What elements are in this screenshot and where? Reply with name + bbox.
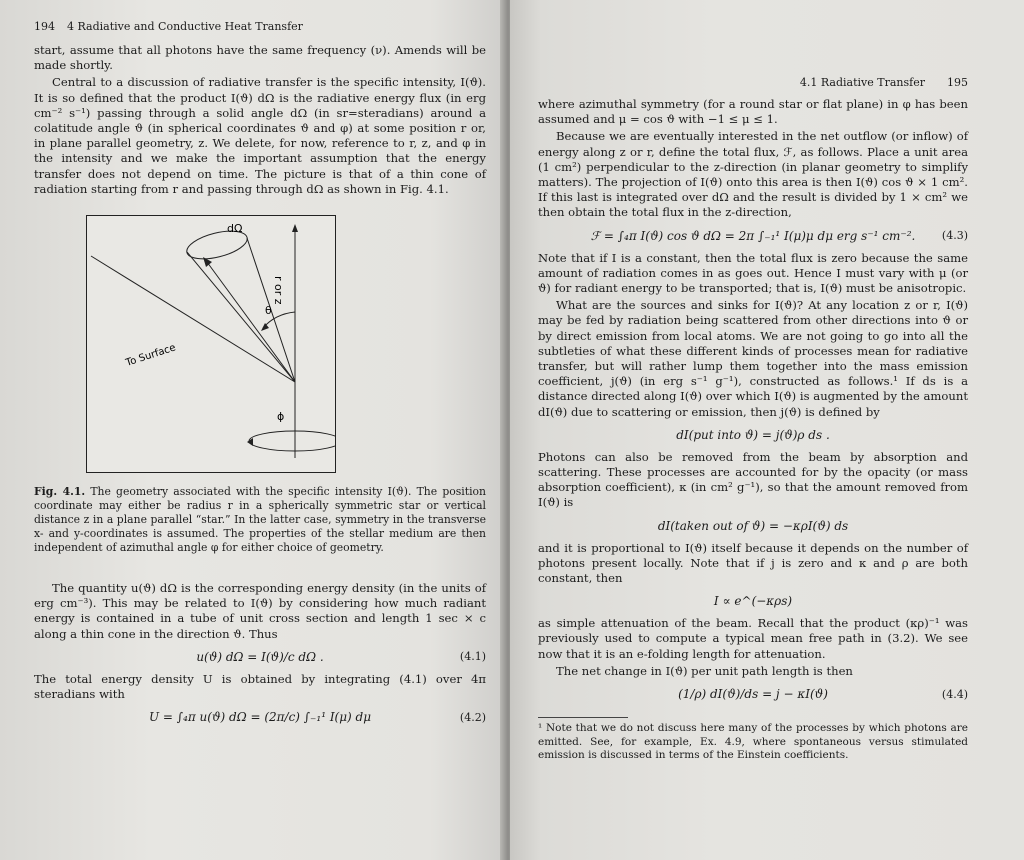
- equation-4-3: [538, 229, 968, 243]
- cone-left-edge: [187, 252, 295, 382]
- left-paragraph-3: The quantity u(ϑ) dΩ is the corresponding energy density (in the units of erg cm⁻³). This may be related to I(ϑ) by considering how much radiant energy is contained in a tube of unit cross section and length 1 sec × c along a thin cone in the direction ϑ. Thus: [34, 581, 486, 641]
- right-paragraph-1: where azimuthal symmetry (for a round star or flat plane) in φ has been assumed and μ = cos ϑ with −1 ≤ μ ≤ 1.: [538, 97, 968, 127]
- right-page: [510, 0, 1024, 860]
- equation-4-4-body: (1/ρ) dI(ϑ)/ds = j − κI(ϑ): [678, 687, 828, 702]
- equation-4-3-body: ℱ = ∫₄π I(ϑ) cos ϑ dΩ = 2π ∫₋₁¹ I(μ)μ dμ erg s⁻¹ cm⁻².: [590, 228, 916, 243]
- caption-text: The geometry associated with the specific intensity I(ϑ). The position coordinate may either be radius r in a spherically symmetric star or vertical distance z in a plane parallel “star.” In the latter case, symmetry in the transverse x- and y-coordinates is assumed. The properties of the stellar medium are then independent of azimuthal angle φ for either choice of geometry.: [34, 485, 486, 555]
- footnote: ¹ Note that we do not discuss here many of the processes by which photons are emitted. See, for example, Ex. 4.9, where spontaneous versus stimulated emission is discussed in terms of the Einstein coefficients.: [538, 722, 968, 762]
- label-to-surface: To Surface: [124, 342, 178, 369]
- right-page-number: 195: [947, 76, 968, 89]
- left-paragraph-2: Central to a discussion of radiative transfer is the specific intensity, I(ϑ). It is so defined that the product I(ϑ) dΩ is the radiative energy flux (in erg cm⁻² s⁻¹) passing through a solid angle dΩ (in sr=steradians) around a colatitude angle ϑ (in spherical coordinates ϑ and φ) at some position r or, in plane parallel geometry, z. We delete, for now, reference to r, z, and φ in the intensity and we make the important assumption that the energy transfer does not depend on time. The picture is that of a thin cone of radiation starting from r and passing through dΩ as shown in Fig. 4.1.: [34, 75, 486, 196]
- equation-put-into-body: dI(put into ϑ) = j(ϑ)ρ ds .: [676, 427, 830, 442]
- footnote-rule: [538, 717, 628, 718]
- axis-arrowhead: [292, 224, 298, 232]
- label-r-or-z: r or z: [272, 276, 285, 305]
- right-paragraph-3: Note that if I is a constant, then the total flux is zero because the same amount of radiation comes in as goes out. Hence I must vary with μ (or ϑ) for radiant energy to be transported; that is, I(ϑ) must be anisotropic.: [538, 250, 968, 296]
- right-running-title: 4.1 Radiative Transfer: [799, 76, 925, 89]
- left-running-title: 4 Radiative and Conductive Heat Transfer: [67, 20, 303, 33]
- right-running-head: [538, 76, 968, 89]
- right-paragraph-6: and it is proportional to I(ϑ) itself because it depends on the number of photons present locally. Note that if j is zero and κ and ρ are both constant, then: [538, 540, 968, 586]
- left-page: [0, 0, 506, 860]
- to-surface-line: [91, 256, 295, 382]
- caption-label: Fig. 4.1.: [34, 485, 86, 499]
- equation-4-4: [538, 687, 968, 701]
- equation-4-1: [34, 650, 486, 664]
- left-paragraph-4: The total energy density U is obtained by integrating (4.1) over 4π steradians with: [34, 671, 486, 702]
- figure-caption: [34, 485, 486, 555]
- equation-proportional-body: I ∝ e^(−κρs): [713, 594, 793, 609]
- right-paragraph-8: The net change in I(ϑ) per unit path length is then: [556, 663, 853, 678]
- label-phi: ϕ: [277, 410, 285, 424]
- label-theta: θ: [265, 304, 272, 318]
- theta-arrowhead: [261, 323, 269, 331]
- equation-4-2-number: (4.2): [459, 710, 486, 724]
- equation-4-1-body: u(ϑ) dΩ = I(ϑ)/c dΩ .: [196, 649, 324, 664]
- equation-4-4-number: (4.4): [941, 687, 968, 701]
- phi-ellipse: [249, 431, 335, 451]
- figure-4-1: [86, 215, 336, 473]
- equation-4-2-body: U = ∫₄π u(ϑ) dΩ = (2π/c) ∫₋₁¹ I(μ) dμ: [148, 710, 372, 725]
- equation-taken-out: [538, 519, 968, 533]
- equation-proportional: [538, 594, 968, 608]
- left-page-number: 194: [34, 20, 55, 33]
- label-domega: dΩ: [227, 222, 243, 236]
- figure-diagram: [87, 216, 335, 472]
- right-paragraph-7: as simple attenuation of the beam. Recall that the product (κρ)⁻¹ was previously used to compute a typical mean free path in (3.2). We see now that it is an e-folding length for attenuation.: [538, 616, 968, 661]
- right-paragraph-5: Photons can also be removed from the beam by absorption and scattering. These processes are accounted for by the opacity (or mass absorption coefficient), κ (in cm² g⁻¹), so that the amount removed from I(ϑ) is: [538, 449, 968, 510]
- equation-4-1-number: (4.1): [459, 650, 486, 664]
- right-paragraph-4: What are the sources and sinks for I(ϑ)? At any location z or r, I(ϑ) may be fed by radiation being scattered from other directions into ϑ or by direct emission from local atoms. We are not going to go into all the subtleties of what these different kinds of processes mean for radiative transfer, but will rather lump them together into the mass emission coefficient, j(ϑ) (in erg s⁻¹ g⁻¹), constructed as follows.¹ If ds is a distance directed along I(ϑ) over which I(ϑ) is augmented by the amount dI(ϑ) due to scattering or emission, then j(ϑ) is defined by: [538, 298, 968, 419]
- equation-4-3-number: (4.3): [941, 229, 968, 243]
- equation-taken-out-body: dI(taken out of ϑ) = −κρI(ϑ) ds: [657, 518, 849, 533]
- left-paragraph-1: start, assume that all photons have the same frequency (ν). Amends will be made shortly.: [34, 43, 486, 73]
- equation-put-into: [538, 428, 968, 442]
- left-running-head: [34, 20, 486, 33]
- equation-4-2: [34, 710, 486, 724]
- right-paragraph-2: Because we are eventually interested in the net outflow (or inflow) of energy along z or r, define the total flux, ℱ, as follows. Place a unit area (1 cm²) perpendicular to the z-direction (in planar geometry to simplify matters). The projection of I(ϑ) onto this area is then I(ϑ) cos ϑ × 1 cm². If this last is integrated over dΩ and the result is divided by 1 × cm² we then obtain the total flux in the z-direction,: [538, 129, 968, 220]
